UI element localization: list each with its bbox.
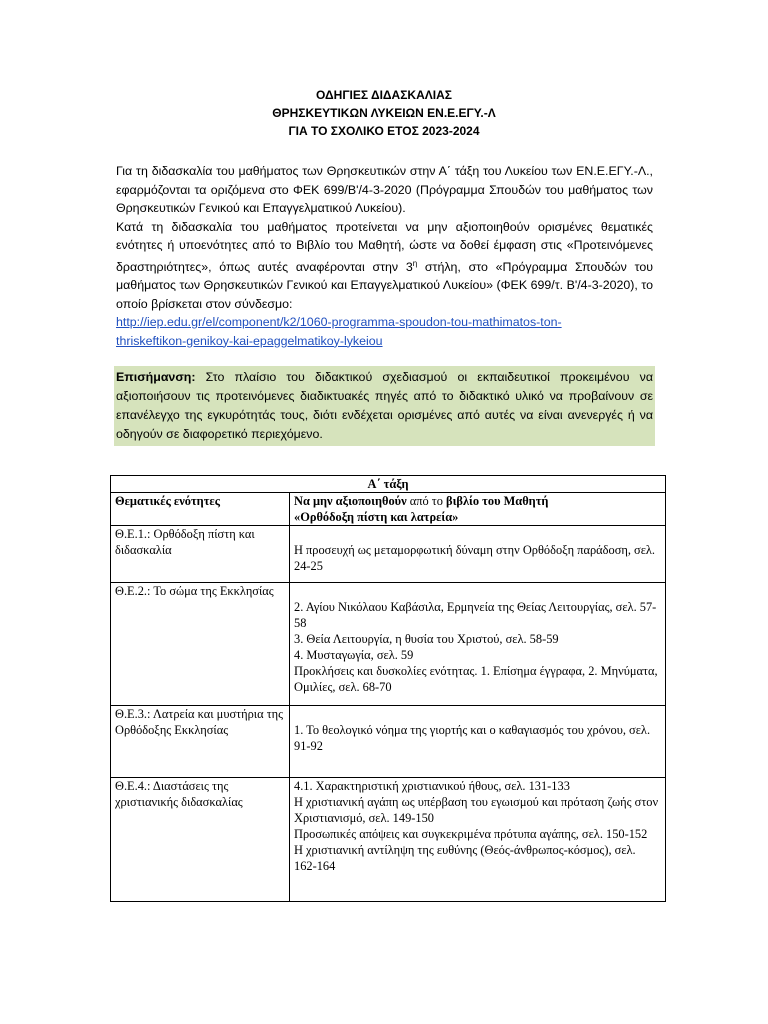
header-bold-2: βιβλίο του Μαθητή xyxy=(446,494,549,508)
excluded-item: Η χριστιανική αγάπη ως υπέρβαση του εγωισμού και πρόταση ζωής στον Χριστιανισμό, σελ. 149-150 xyxy=(294,795,659,825)
excluded-cell xyxy=(290,778,666,902)
column-header-excluded xyxy=(290,493,666,526)
unit-cell: Θ.Ε.3.: Λατρεία και μυστήρια της Ορθόδοξης Εκκλησίας xyxy=(111,706,290,778)
table-row xyxy=(111,778,666,902)
heading-line-1: ΟΔΗΓΙΕΣ ΔΙΔΑΣΚΑΛΙΑΣ xyxy=(316,88,452,102)
heading-line-3: ΓΙΑ ΤΟ ΣΧΟΛΙΚΟ ΕΤΟΣ 2023-2024 xyxy=(288,124,480,138)
header-book-title: «Ορθόδοξη πίστη και λατρεία» xyxy=(294,510,459,524)
excluded-item: Η προσευχή ως μεταμορφωτική δύναμη στην Ορθόδοξη παράδοση, σελ. 24-25 xyxy=(294,543,656,573)
heading-line-2: ΘΡΗΣΚΕΥΤΙΚΩΝ ΛΥΚΕΙΩΝ ΕΝ.Ε.ΕΓΥ.-Λ xyxy=(272,106,496,120)
table-header-row xyxy=(111,493,666,526)
header-mid: από το xyxy=(406,494,447,508)
excluded-item: 1. Το θεολογικό νόημα της γιορτής και ο καθαγιασμός του χρόνου, σελ. 91-92 xyxy=(294,723,651,753)
header-bold-1: Να μην αξιοποιηθούν xyxy=(294,494,407,508)
blank-line xyxy=(294,583,661,599)
link-line-1[interactable]: http://iep.edu.gr/el/component/k2/1060-programma-spoudon-tou-mathimatos-ton- xyxy=(116,315,562,330)
units-table xyxy=(110,475,666,902)
unit-cell: Θ.Ε.1.: Ορθόδοξη πίστη και διδασκαλία xyxy=(111,526,290,583)
excluded-item: 3. Θεία Λειτουργία, η θυσία του Χριστού, σελ. 58-59 xyxy=(294,632,559,646)
excluded-item: Η χριστιανική αντίληψη της ευθύνης (Θεός-άνθρωπος-κόσμος), σελ. 162-164 xyxy=(294,843,636,873)
intro-paragraph-1: Για τη διδασκαλία του μαθήματος των Θρησκευτικών στην Α΄ τάξη του Λυκείου των ΕΝ.Ε.ΕΓΥ.-Λ., εφαρμόζονται τα οριζόμενα στο ΦΕΚ 699/Β'/4-3-2020 (Πρόγραμμα Σπουδών του μαθήματος των Θρησκευτικών Γενικού και Επαγγελματικού Λυκείου). xyxy=(116,164,653,215)
link-line-2[interactable]: thriskeftikon-genikoy-kai-epaggelmatikoy-lykeiou xyxy=(116,333,383,348)
excluded-item: 4. Μυσταγωγία, σελ. 59 xyxy=(294,648,414,662)
excluded-cell xyxy=(290,706,666,778)
blank-line xyxy=(294,706,661,722)
intro-paragraph-2-text-a: Κατά τη διδασκαλία του μαθήματος προτείνεται να μην αξιοποιηθούν ορισμένες θεματικές ενότητες ή υποενότητες από το Βιβλίο του Μαθητή, ώστε να δοθεί έμφαση στις «Προτεινόμενες δραστηριότητες», όπως αυτές αναφέρονται στην 3 xyxy=(116,219,653,274)
excluded-cell xyxy=(290,526,666,583)
table-row xyxy=(111,706,666,778)
excluded-cell xyxy=(290,583,666,706)
table-row xyxy=(111,526,666,583)
intro-paragraph-2-text-b: στήλη, στο «Πρόγραμμα Σπουδών του μαθήματος των Θρησκευτικών Γενικού και Επαγγελματικού Λυκείου» (ΦΕΚ 699/τ. Β'/4-3-2020), το οποίο βρίσκεται στον σύνδεσμο: xyxy=(116,259,653,311)
excluded-item: 2. Αγίου Νικόλαου Καβάσιλα, Ερμηνεία της Θείας Λειτουργίας, σελ. 57-58 xyxy=(294,600,657,630)
intro-paragraph-2 xyxy=(116,218,653,314)
note-text xyxy=(116,368,653,444)
document-heading xyxy=(0,86,768,140)
table-row xyxy=(111,583,666,706)
intro-section xyxy=(116,162,653,350)
note-body: Στο πλαίσιο του διδακτικού σχεδιασμού οι εκπαιδευτικοί προκειμένου να αξιοποιήσουν τις προτεινόμενες διαδικτυακές πηγές από το διδακτικό υλικό να προβαίνουν σε επανέλεγχο της εγκυρότητάς τους, διότι ενδέχεται ορισμένες από αυτές να είναι ανενεργές ή να οδηγούν σε διαφορετικό περιεχόμενο. xyxy=(116,370,653,441)
excluded-item: 4.1. Χαρακτηριστική χριστιανικού ήθους, σελ. 131-133 xyxy=(294,779,570,793)
excluded-item: Προκλήσεις και δυσκολίες ενότητας. 1. Επίσημα έγγραφα, 2. Μηνύματα, Ομιλίες, σελ. 68-70 xyxy=(294,664,658,694)
unit-cell: Θ.Ε.4.: Διαστάσεις της χριστιανικής διδασκαλίας xyxy=(111,778,290,902)
column-header-units: Θεματικές ενότητες xyxy=(111,493,290,526)
blank-line xyxy=(294,526,661,542)
unit-cell: Θ.Ε.2.: Το σώμα της Εκκλησίας xyxy=(111,583,290,706)
curriculum-link[interactable] xyxy=(116,313,653,350)
superscript-ordinal: η xyxy=(412,258,418,268)
table-title: Α΄ τάξη xyxy=(111,476,666,493)
note-label: Επισήμανση: xyxy=(116,370,196,384)
table-title-row xyxy=(111,476,666,493)
excluded-item: Προσωπικές απόψεις και συγκεκριμένα πρότυπα αγάπης, σελ. 150-152 xyxy=(294,827,648,841)
